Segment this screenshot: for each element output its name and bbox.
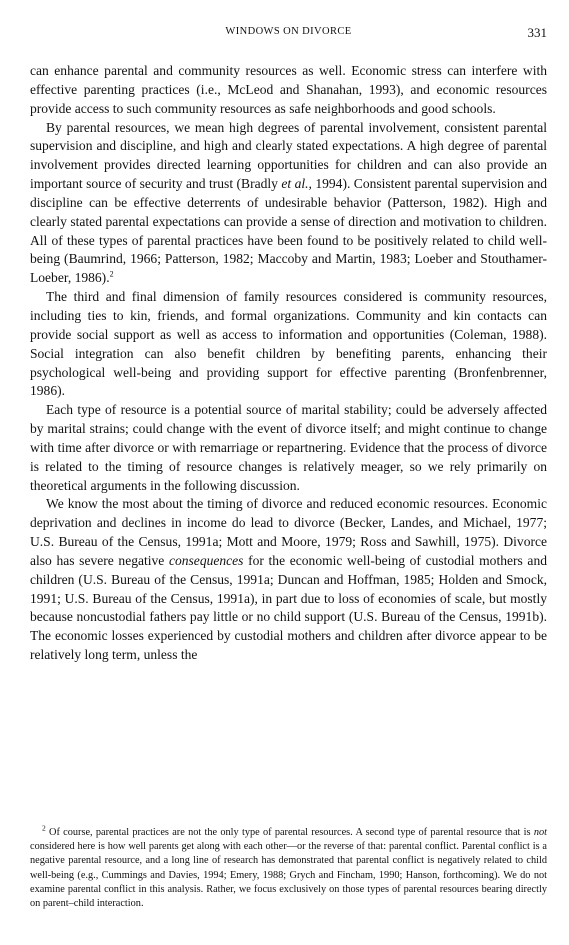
italic-text: consequences [168, 552, 244, 568]
text-run: By parental resources, we mean high degrees of parental involvement, consistent parental supervision and discipline, and high and clearly stated expectations. A high degree of parental involvement provides directed learning opportunities for children and can also provide an important source of security and trust (Bradly [30, 119, 547, 192]
italic-text: et al., [281, 176, 312, 192]
paragraph [30, 119, 547, 289]
footnote [30, 823, 547, 911]
text-run: considered here is how well parents get along with each other—or the reverse of that: parental conflict. Parental conflict is a negative parental resource, and a long line of research has demonstrated that parental conflict is negatively related to child well-being (e.g., Cummings and Davies, 1994; Emery, 1988; Grych and Fincham, 1990; Hanson, forthcoming). We do not examine parental conflict in this analysis. Rather, we focus exclusively on those types of parental resources bearing directly on parent–child interaction. [30, 841, 547, 910]
text-run: We know the most about the timing of divorce and reduced economic resources. Economic deprivation and declines in income do lead to divorce (Becker, Landes, and Michael, 1977; U.S. Bureau of the Census, 1991a; Mott and Moore, 1979; Ross and Sawhill, 1975). Divorce also has severe negative [30, 496, 547, 568]
paragraph [30, 62, 547, 119]
text-run: 1994). Consistent parental supervision and discipline can be effective deterrents of undesirable behavior (Patterson, 1982). High and clearly stated parental expectations can provide a sense of direction and motivation to children. All of these types of parental practices have been found to be positively related to child well-being (Baumrind, 1966; Patterson, 1982; Maccoby and Martin, 1983; Loeber and Stouthamer-Loeber, 1986). [30, 176, 547, 286]
page-number: 331 [527, 25, 547, 40]
footnote-text [30, 823, 547, 911]
italic-text: not [533, 827, 547, 838]
text-run: The third and final dimension of family resources considered is community resources, including ties to kin, friends, and formal organizations. Community and kin contacts can provide social support as well as access to information and opportunities (Coleman, 1988). Social integration can also benefit children by benefiting parents, enhancing their psychological well-being and providing support for effective parenting (Bronfenbrenner, 1986). [30, 289, 547, 399]
paragraph [30, 401, 547, 495]
paragraph [30, 288, 547, 401]
page-header [30, 26, 547, 42]
text-run: Each type of resource is a potential source of marital stability; could be adversely affected by marital strains; could change with the event of divorce itself; and might continue to change with time after divorce or with remarriage or repartnering. Evidence that the process of divorce is related to the timing of resource changes is relatively meager, so we rely primarily on theoretical arguments in the following discussion. [30, 402, 547, 493]
footnote-marker: 2 [42, 823, 46, 833]
text-run: for the economic well-being of custodial mothers and children (U.S. Bureau of the Census, 1991a; Duncan and Hoffman, 1985; Holden and Smock, 1991; U.S. Bureau of the Census, 1991a), in part due to loss of economies of scale, but mostly because noncustodial fathers pay little or no child support (U.S. Bureau of the Census, 1991b). The economic losses experienced by custodial mothers and children after divorce appear to be relatively long term, unless the [30, 552, 547, 663]
text-run: Of course, parental practices are not the only type of parental resources. A second type of parental resource that is [45, 827, 534, 838]
paragraph [30, 495, 547, 665]
footnote-reference: 2 [109, 269, 114, 279]
running-head: WINDOWS ON DIVORCE [225, 26, 352, 37]
footnote-body [30, 827, 547, 909]
body-text [30, 62, 547, 665]
text-run: can enhance parental and community resources as well. Economic stress can interfere with effective parenting practices (i.e., McLeod and Shanahan, 1993), and economic resources provide access to such community resources as safe neighborhoods and good schools. [30, 63, 547, 116]
